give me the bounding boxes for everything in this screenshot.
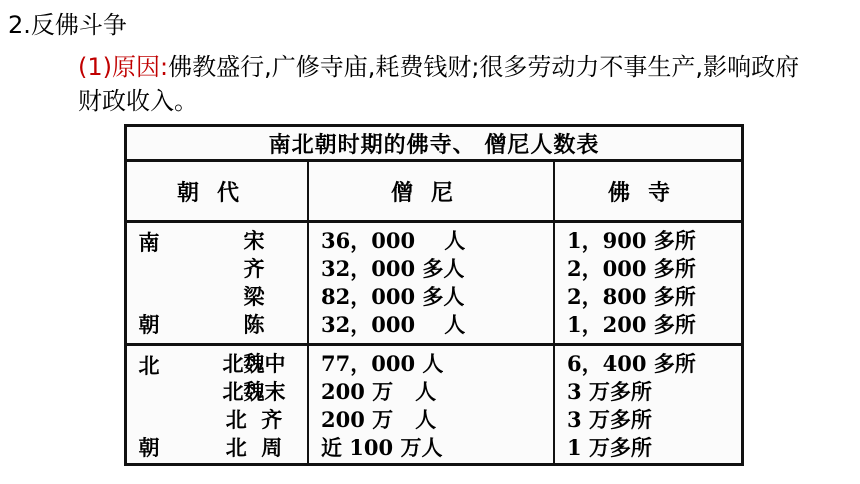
temples-value: 2，000 多所 xyxy=(567,256,696,281)
reason-text: 佛教盛行,广修寺庙,耗费钱财;很多劳动力不事生产,影响政府财政收入。 xyxy=(78,53,800,115)
statistics-table xyxy=(124,124,744,466)
header-dynasty: 朝代 xyxy=(127,161,308,222)
table-title: 南北朝时期的佛寺、 僧尼人数表 xyxy=(127,127,741,161)
dynasty-name: 北魏末 xyxy=(222,379,286,404)
dynasty-cell xyxy=(171,345,308,467)
temples-value: 3 万多所 xyxy=(567,379,652,404)
monks-value: 82，000 多人 xyxy=(321,284,465,309)
dynasty-name: 宋 xyxy=(243,228,265,253)
side-label-south: 南 朝 xyxy=(127,222,171,345)
monks-value: 200 万 人 xyxy=(321,379,437,404)
reason-label: (1)原因: xyxy=(78,53,169,81)
dynasty-name: 北魏中 xyxy=(222,351,286,376)
temples-value: 3 万多所 xyxy=(567,407,652,432)
temples-value: 6，400 多所 xyxy=(567,351,696,376)
monks-value: 32，000 人 xyxy=(321,312,466,337)
dynasty-name: 北 周 xyxy=(225,435,283,460)
header-temples: 佛寺 xyxy=(554,161,741,222)
side-label-north: 北 朝 xyxy=(138,353,160,460)
temples-value: 2，800 多所 xyxy=(567,284,696,309)
monks-cell xyxy=(308,345,554,467)
dynasty-name: 北 齐 xyxy=(225,407,283,432)
temples-cell xyxy=(554,222,741,345)
monks-value: 36，000 人 xyxy=(321,228,466,253)
dynasty-cell xyxy=(171,222,308,345)
dynasty-name: 齐 xyxy=(243,256,265,281)
dynasty-name: 梁 xyxy=(243,284,265,309)
table-header-row xyxy=(127,161,741,222)
monks-value: 近 100 万人 xyxy=(321,435,443,460)
temples-value: 1，900 多所 xyxy=(567,228,696,253)
header-monks: 僧尼 xyxy=(308,161,554,222)
temples-value: 1 万多所 xyxy=(567,435,652,460)
table-title-row xyxy=(127,127,741,161)
monks-value: 200 万 人 xyxy=(321,407,437,432)
dynasty-name: 陈 xyxy=(243,312,265,337)
table-group-south xyxy=(127,222,741,345)
monks-cell xyxy=(308,222,554,345)
table-group-north xyxy=(127,345,741,467)
reason-paragraph xyxy=(78,50,818,118)
temples-cell xyxy=(554,345,741,467)
monks-value: 77，000 人 xyxy=(321,351,444,376)
monks-value: 32，000 多人 xyxy=(321,256,465,281)
monk-temple-table xyxy=(127,127,741,466)
section-heading: 2.反佛斗争 xyxy=(8,11,127,39)
temples-value: 1，200 多所 xyxy=(567,312,696,337)
